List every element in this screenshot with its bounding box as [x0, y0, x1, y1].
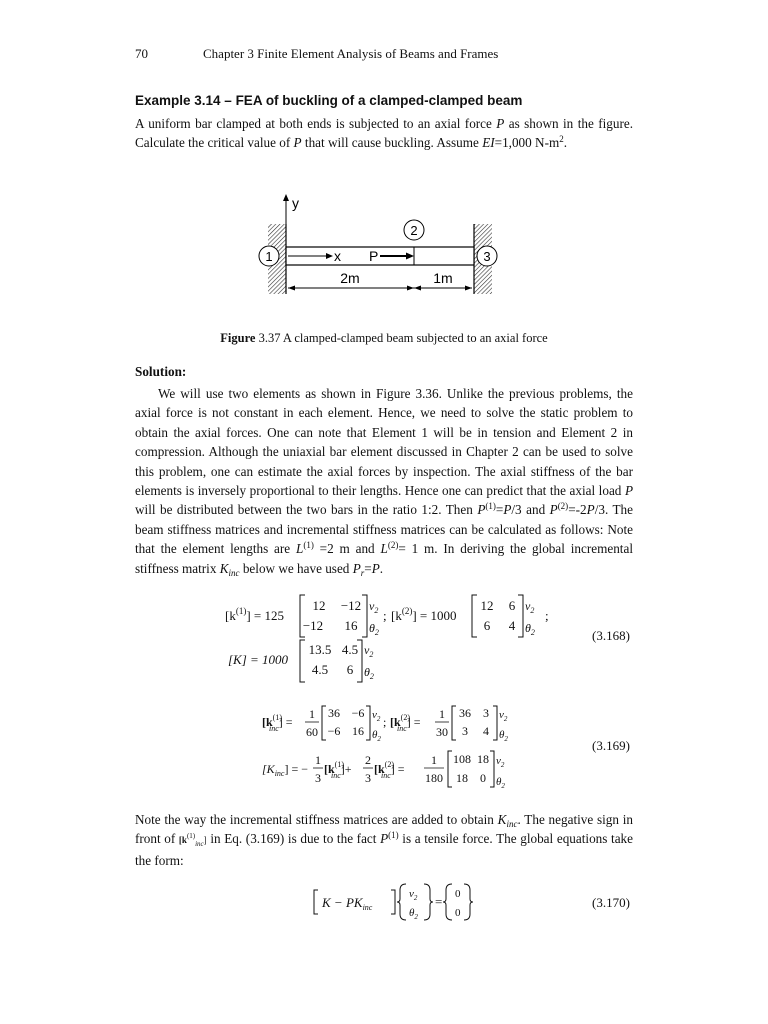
svg-text:0: 0 [480, 771, 486, 785]
y-axis-label: y [292, 195, 299, 211]
svg-text:θ2: $\theta_2$ [525, 621, 535, 637]
svg-text:[k(2)inc] =: [$k^{(2)}$ inc] = [374, 760, 405, 780]
svg-text:108: 108 [453, 752, 471, 766]
beam-figure [250, 190, 520, 300]
svg-text:3: 3 [483, 706, 489, 720]
svg-text:v2: $v_2$ [525, 599, 535, 615]
svg-text:60: 60 [306, 725, 318, 739]
svg-text:v2: $v_2$ [364, 643, 374, 659]
page-number: 70 [135, 46, 148, 61]
svg-text:θ2: $\theta_2$ [409, 907, 418, 921]
svg-text:[k(1)inc] =: [$k^{(1)}$ inc] = [262, 713, 293, 733]
svg-text:36: 36 [459, 706, 471, 720]
svg-text:−12: −12 [340, 598, 362, 613]
svg-text:θ2: $\theta_2$ [372, 729, 381, 743]
svg-text:6: 6 [483, 618, 491, 633]
svg-text:v2: $v_2$ [499, 709, 508, 723]
equation-3-170 [312, 880, 472, 930]
svg-text:1: 1 [439, 707, 445, 721]
force-label: P [369, 248, 379, 264]
equation-3-168 [225, 590, 565, 690]
x-axis-label: x [334, 248, 341, 264]
svg-text:θ2: $\theta_2$ [369, 621, 379, 637]
svg-text:[K] = 1000: [K] = 1000 [228, 652, 289, 667]
equation-number-3-168: (3.168) [592, 628, 630, 643]
svg-text:=: = [435, 894, 443, 909]
svg-text:12: 12 [312, 598, 326, 613]
svg-text:v2: $v_2$ [369, 599, 379, 615]
length-label-2: 1m [433, 270, 453, 286]
problem-statement: A uniform bar clamped at both ends is subjected to an axial force P as shown in the figure. Calculate the critical value of P that will cause buckling. Assume EI=1,000 $N-m^2$. [135, 116, 633, 151]
svg-text:θ2: $\theta_2$ [499, 729, 508, 743]
page-header [135, 46, 634, 64]
svg-text:2: 2 [365, 753, 371, 767]
example-title: Example 3.14 – FEA of buckling of a clamped-clamped beam [135, 93, 523, 108]
svg-text:16: 16 [352, 724, 364, 738]
equation-number-3-169: (3.169) [592, 738, 630, 753]
length-label-1: 2m [340, 270, 360, 286]
svg-text:1: 1 [315, 753, 321, 767]
note-paragraph: Note the way the incremental stiffness matrices are added to obtain $K_{inc}$. The negative sign in front of $[k^{(1)}_{inc}]$ in Eq. (3.169) is due to the fact $P^{(1)}$ is a tensile force. The global equations take the form: [135, 812, 633, 868]
svg-text:−6: −6 [351, 706, 365, 720]
svg-text:12: 12 [480, 598, 494, 613]
chapter-title: Chapter 3 Finite Element Analysis of Beams and Frames [203, 46, 499, 61]
svg-text:18: 18 [456, 771, 468, 785]
equation-3-169 [262, 703, 552, 793]
solution-heading: Solution: [135, 364, 187, 379]
svg-text:[k(1)] = 125: $[k^{(1)}] = 125$ [225, 606, 285, 623]
solution-paragraph: We will use two elements as shown in Figure 3.36. Unlike the previous problems, the axial force is not constant in each element. Hence, we need to solve the static problem to obtain the axial forces. One can note that Element 1 will be in tension and Element 2 in compression. Although the uniaxial bar element discussed in Chapter 2 can be used to solve this problem, one can estimate the axial forces by inspection. The axial stiffness of the bar elements is inversely proportional to their lengths. Hence one can predict that the axial load P will be distributed between the two bars in the ratio 1:2. Then $P^{(1)}=P/3$ and $P^{(2)}=-2P/3$. The beam stiffness matrices and incremental stiffness matrices can be calculated as follows: Note that the element lengths are $L^{(1)} =2$ m and $L^{(2)}= 1$ m. In deriving the global incremental stiffness matrix $K_{inc}$ below we have used $P_r=P$. [135, 386, 633, 578]
svg-text:4.5: 4.5 [341, 642, 359, 657]
svg-text:−12: −12 [302, 618, 324, 633]
svg-text:3: 3 [462, 724, 468, 738]
equation-number-3-170: (3.170) [592, 895, 630, 910]
svg-text:K − PKinc: $K - PK_{inc}$ [322, 895, 373, 912]
svg-text:;: ; [545, 608, 549, 623]
svg-text:v2: $v_2$ [372, 709, 381, 723]
figure-caption: Figure 3.37 A clamped-clamped beam subjected to an axial force [220, 331, 548, 345]
svg-text:1: 1 [431, 753, 437, 767]
svg-text:;: ; [383, 608, 387, 623]
svg-text:16: 16 [344, 618, 358, 633]
svg-text:[k(2)inc] =: [$k^{(2)}$ inc] = [390, 713, 421, 733]
svg-text:[k(1)inc]+: [$k^{(1)}$ inc]+ [324, 760, 352, 780]
svg-text:4: 4 [508, 618, 516, 633]
svg-text:−6: −6 [327, 724, 341, 738]
svg-text:[Kinc] = −: $[K_{inc}]$ = − [262, 762, 308, 778]
svg-text:180: 180 [425, 771, 443, 785]
svg-text:4.5: 4.5 [311, 662, 329, 677]
svg-text:3: 3 [483, 249, 491, 264]
svg-text:36: 36 [328, 706, 340, 720]
svg-text:;: ; [383, 715, 387, 729]
svg-text:θ2: $\theta_2$ [364, 665, 374, 681]
svg-text:6: 6 [346, 662, 354, 677]
svg-text:13.5: 13.5 [308, 642, 332, 657]
svg-text:18: 18 [477, 752, 489, 766]
svg-text:0: 0 [455, 907, 461, 919]
svg-text:3: 3 [315, 771, 321, 785]
svg-text:[k(2)] = 1000: $[k^{(2)}] = 1000$ [391, 606, 457, 623]
svg-text:0: 0 [455, 888, 461, 900]
svg-text:4: 4 [483, 724, 489, 738]
svg-text:v2: $v_2$ [496, 755, 505, 769]
svg-text:3: 3 [365, 771, 371, 785]
svg-text:6: 6 [508, 598, 516, 613]
svg-text:1: 1 [309, 707, 315, 721]
svg-text:θ2: $\theta_2$ [496, 776, 505, 790]
svg-text:v2: $v_2$ [409, 888, 418, 902]
svg-text:1: 1 [265, 249, 273, 264]
svg-text:2: 2 [410, 223, 418, 238]
svg-text:30: 30 [436, 725, 448, 739]
